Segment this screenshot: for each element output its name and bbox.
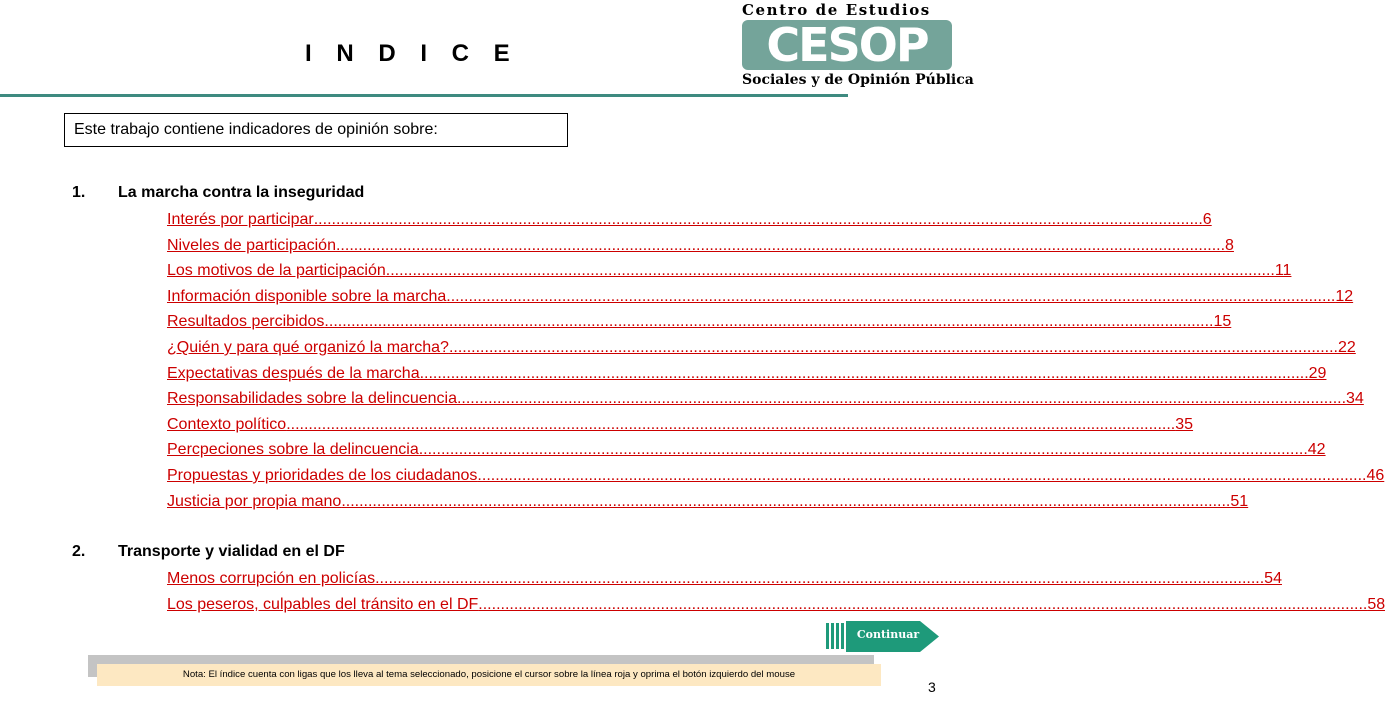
toc-entry xyxy=(167,415,1194,441)
toc-leader-dots: ........................................................................................................................................................................................................ xyxy=(313,211,1203,228)
toc-page-number: 35 xyxy=(1175,415,1194,433)
toc-link[interactable] xyxy=(167,569,1282,589)
toc-list-1 xyxy=(167,210,1385,517)
toc-link-label: Los motivos de la participación xyxy=(167,262,386,280)
page-title: I N D I C E xyxy=(305,40,519,67)
toc-link[interactable] xyxy=(167,415,1194,435)
toc-leader-dots: ........................................................................................................................................................................................................ xyxy=(341,492,1231,510)
toc-page-number: 46 xyxy=(1366,466,1385,484)
toc-link-label: Responsabilidades sobre la delincuencia xyxy=(167,390,457,408)
cesop-logo xyxy=(734,0,974,98)
toc-leader-dots: ........................................................................................................................................................................................................ xyxy=(324,313,1214,331)
toc-page-number: 29 xyxy=(1308,364,1327,382)
toc-link[interactable] xyxy=(167,210,1212,230)
toc-entry xyxy=(167,261,1292,287)
toc-link-label: ¿Quién y para qué organizó la marcha? xyxy=(167,338,449,356)
toc-leader-dots: ........................................................................................................................................................................................................ xyxy=(286,415,1176,433)
toc-page-number: 8 xyxy=(1225,236,1234,254)
toc-entry xyxy=(167,287,1354,313)
continue-bars-icon xyxy=(826,623,844,649)
toc-page-number: 42 xyxy=(1307,441,1326,459)
toc-entry xyxy=(167,492,1249,518)
toc-list-2 xyxy=(167,569,1385,620)
toc-link[interactable] xyxy=(167,312,1232,332)
logo-text-top: Centro de Estudios xyxy=(742,1,931,19)
header-rule xyxy=(0,94,848,97)
toc-page-number: 58 xyxy=(1367,595,1385,613)
logo-text-bottom: Sociales y de Opinión Pública xyxy=(742,72,974,88)
toc-leader-dots: ........................................................................................................................................................................................................ xyxy=(385,262,1275,280)
toc-leader-dots: ........................................................................................................................................................................................................ xyxy=(448,338,1338,356)
section-title: Transporte y vialidad en el DF xyxy=(118,543,345,560)
toc-link-label: Niveles de participación xyxy=(167,236,336,254)
toc-link-label: Interés por participar xyxy=(167,211,314,228)
toc-page-number: 6 xyxy=(1202,211,1212,228)
continue-button[interactable] xyxy=(826,621,939,652)
toc-entry xyxy=(167,236,1234,262)
section-number: 1. xyxy=(72,184,86,201)
toc-link[interactable] xyxy=(167,466,1385,486)
toc-link[interactable] xyxy=(167,236,1234,256)
toc-link-label: Expectativas después de la marcha xyxy=(167,364,420,382)
toc-link[interactable] xyxy=(167,492,1249,512)
toc-entry xyxy=(167,595,1385,621)
section-number: 2. xyxy=(72,543,86,560)
toc-page-number: 11 xyxy=(1274,262,1292,280)
toc-page-number: 15 xyxy=(1213,313,1232,331)
toc-link[interactable] xyxy=(167,364,1327,384)
toc-link-label: Justicia por propia mano xyxy=(167,492,342,510)
toc-link[interactable] xyxy=(167,440,1326,460)
toc-entry xyxy=(167,364,1327,390)
toc-entry xyxy=(167,389,1364,415)
intro-box: Este trabajo contiene indicadores de opinión sobre: xyxy=(64,113,568,147)
toc-leader-dots: ........................................................................................................................................................................................................ xyxy=(335,236,1226,254)
toc-link-label: Contexto político xyxy=(167,415,287,433)
toc-leader-dots: ........................................................................................................................................................................................................ xyxy=(456,390,1347,408)
toc-leader-dots: ........................................................................................................................................................................................................ xyxy=(419,364,1309,382)
toc-leader-dots: ........................................................................................................................................................................................................ xyxy=(375,570,1265,587)
toc-page-number: 54 xyxy=(1264,570,1282,587)
toc-page-number: 12 xyxy=(1335,287,1354,305)
logo-mark: CESOP xyxy=(742,20,952,70)
toc-link[interactable] xyxy=(167,595,1385,615)
toc-leader-dots: ........................................................................................................................................................................................................ xyxy=(477,466,1367,484)
toc-page-number: 34 xyxy=(1346,390,1364,408)
continue-label: Continuar xyxy=(856,628,920,641)
toc-entry xyxy=(167,466,1385,492)
toc-entry xyxy=(167,312,1232,338)
toc-entry xyxy=(167,440,1326,466)
section-heading-2 xyxy=(72,543,345,561)
toc-link[interactable] xyxy=(167,389,1364,409)
toc-entry xyxy=(167,569,1282,595)
instruction-note: Nota: El índice cuenta con ligas que los lleva al tema seleccionado, posicione el cursor sobre la línea roja y oprima el botón izquierdo del mouse xyxy=(97,664,881,686)
toc-entry xyxy=(167,338,1356,364)
toc-link-label: Percpeciones sobre la delincuencia xyxy=(167,441,419,459)
toc-link-label: Menos corrupción en policías xyxy=(167,570,376,587)
toc-link-label: Los peseros, culpables del tránsito en el DF xyxy=(167,595,479,613)
toc-leader-dots: ........................................................................................................................................................................................................ xyxy=(446,287,1336,305)
section-heading-1 xyxy=(72,184,364,202)
section-title: La marcha contra la inseguridad xyxy=(118,184,365,201)
toc-page-number: 22 xyxy=(1338,338,1356,356)
toc-link-label: Resultados percibidos xyxy=(167,313,325,331)
toc-leader-dots: ........................................................................................................................................................................................................ xyxy=(478,595,1368,613)
page-number: 3 xyxy=(928,679,936,695)
toc-entry xyxy=(167,210,1212,236)
toc-page-number: 51 xyxy=(1230,492,1249,510)
toc-link[interactable] xyxy=(167,338,1356,358)
toc-link[interactable] xyxy=(167,287,1354,307)
toc-link[interactable] xyxy=(167,261,1292,281)
toc-link-label: Información disponible sobre la marcha xyxy=(167,287,447,305)
toc-leader-dots: ........................................................................................................................................................................................................ xyxy=(418,441,1308,459)
toc-link-label: Propuestas y prioridades de los ciudadanos xyxy=(167,466,478,484)
